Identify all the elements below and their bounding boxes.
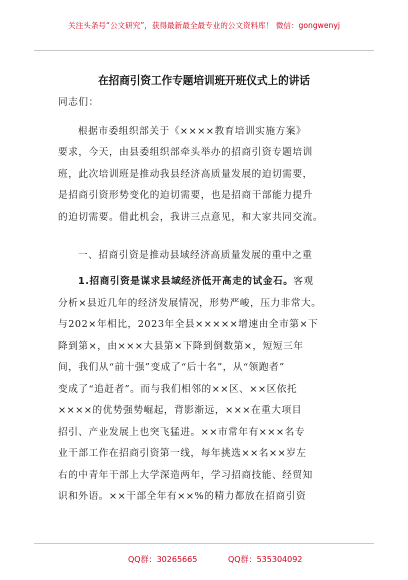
- qq-group-1: QQ群：30265665: [128, 555, 198, 564]
- header-divider: [34, 50, 374, 51]
- body-line: 间，我们从“前十强”变成了“后十名”，从“领跑者”: [58, 362, 285, 373]
- document-title: 在招商引资工作专题培训班开班仪式上的讲话: [98, 75, 310, 87]
- header-banner: 关注头条号“公文研究”，获得最新最全最专业的公文资料库！ 微信：gongwenyj: [68, 21, 340, 30]
- body-line: 招引、产业发展上也突飞猛进。××市常年有×××名专: [58, 427, 306, 438]
- body-line: 降到第×，由×××大县第×下降到倒数第×，短短三年: [58, 341, 304, 352]
- footer-divider: [34, 543, 374, 544]
- intro-line: 班，此次培训班是推动我县经济高质量发展的迫切需要，: [58, 169, 313, 180]
- point-heading: 1.招商引资是谋求县域经济低开高走的试金石。: [78, 276, 294, 287]
- body-line: ××××的优势强势崛起，背影渐远，×××在重大项目: [58, 405, 302, 416]
- qq-group-2: QQ群：535304092: [228, 555, 303, 564]
- body-line: 右的中青年干部上大学深造两年，学习招商技能、经贸知: [58, 470, 313, 481]
- body-line: 分析×县近几年的经济发展情况，形势严峻，压力非常大。: [58, 298, 322, 309]
- section-heading: 一、招商引资是推动县域经济高质量发展的重中之重: [78, 250, 313, 261]
- point-lead-rest: 客观: [293, 276, 314, 287]
- body-line: 业干部工作在招商引资第一线，每年挑选××名××岁左: [58, 448, 307, 459]
- salutation: 同志们：: [58, 97, 99, 108]
- body-line: 变成了“追赶者”。而与我们相邻的××区、××区依托: [58, 384, 298, 395]
- body-line: 识和外语。××干部全年有××%的精力都放在招商引资: [58, 491, 307, 502]
- intro-line: 根据市委组织部关于《××××教育培训实施方案》: [78, 126, 307, 137]
- intro-line: 是招商引资形势变化的迫切需要，也是招商干部能力提升: [58, 190, 313, 201]
- intro-line: 的迫切需要。借此机会，我讲三点意见，和大家共同交流。: [58, 212, 324, 223]
- point-lead-line: [78, 275, 378, 289]
- intro-line: 要求，今天，由县委组织部牵头举办的招商引资专题培训: [58, 147, 313, 158]
- body-line: 与202×年相比，2023年全县×××××增速由全市第×下: [58, 319, 319, 330]
